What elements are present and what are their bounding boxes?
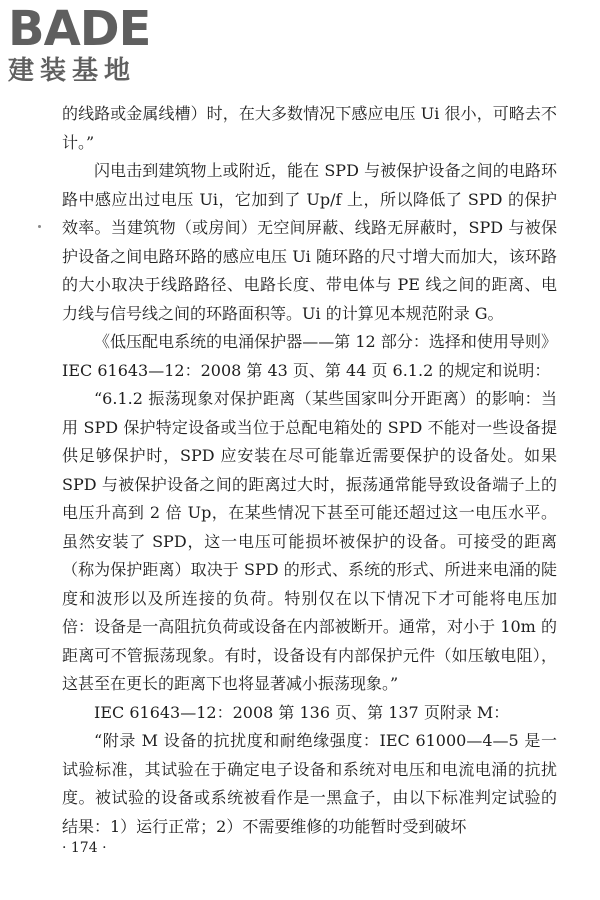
page-number: · 174 · bbox=[62, 840, 107, 856]
quote-paragraph: “6.1.2 振荡现象对保护距离（某些国家叫分开距离）的影响：当用 SPD 保护特定设备或当位于总配电箱处的 SPD 不能对一些设备提供足够保护时，SPD 应安装在尽可能靠近需要保护的设备处。如果 SPD 与被保护设备之间的距离过大时，振荡通常能导致设备端子上的电压升高到 2 倍 Up，在某些情况下甚至可能还超过这一电压水平。虽然安装了 SPD，这一电压可能损坏被保护的设备。可接受的距离（称为保护距离）取决于 SPD 的形式、系统的形式、所进来电涌的陡度和波形以及所连接的负荷。特别仅在以下情况下才可能将电压加倍：设备是一高阻抗负荷或设备在内部被断开。通常，对小于 10m 的距离可不管振荡现象。有时，设备设有内部保护元件（如压敏电阻），这甚至在更长的距离下也将显著减小振荡现象。” bbox=[62, 389, 557, 693]
page-body bbox=[62, 100, 557, 841]
logo-subtitle: 建装基地 bbox=[8, 56, 137, 86]
logo-text: BADE bbox=[8, 1, 151, 57]
paragraph: 《低压配电系统的电涌保护器——第 12 部分：选择和使用导则》IEC 61643—12：2008 第 43 页、第 44 页 6.1.2 的规定和说明： bbox=[62, 332, 557, 380]
paragraph: 的线路或金属线槽）时，在大多数情况下感应电压 Ui 很小，可略去不计。” bbox=[62, 104, 557, 152]
logo bbox=[8, 1, 178, 86]
paragraph: IEC 61643—12：2008 第 136 页、第 137 页附录 M： bbox=[94, 702, 510, 722]
margin-mark bbox=[38, 225, 41, 228]
paragraph: 闪电击到建筑物上或附近，能在 SPD 与被保护设备之间的电路环路中感应出过电压 Ui，它加到了 Up/f 上，所以降低了 SPD 的保护效率。当建筑物（或房间）无空间屏蔽、线路无屏蔽时，SPD 与被保护设备之间电路环路的感应电压 Ui 随环路的尺寸增大而加大，该环路的大小取决于线路路径、电路长度、带电体与 PE 线之间的距离、电力线与信号线之间的环路面积等。Ui 的计算见本规范附录 G。 bbox=[62, 161, 557, 323]
quote-paragraph: “附录 M 设备的抗扰度和耐绝缘强度：IEC 61000—4—5 是一试验标准，其试验在于确定电子设备和系统对电压和电流电涌的抗扰度。被试验的设备或系统被看作是一黑盒子，由以下标准判定试验的结果：1）运行正常；2）不需要维修的功能暂时受到破坏 bbox=[62, 731, 557, 836]
